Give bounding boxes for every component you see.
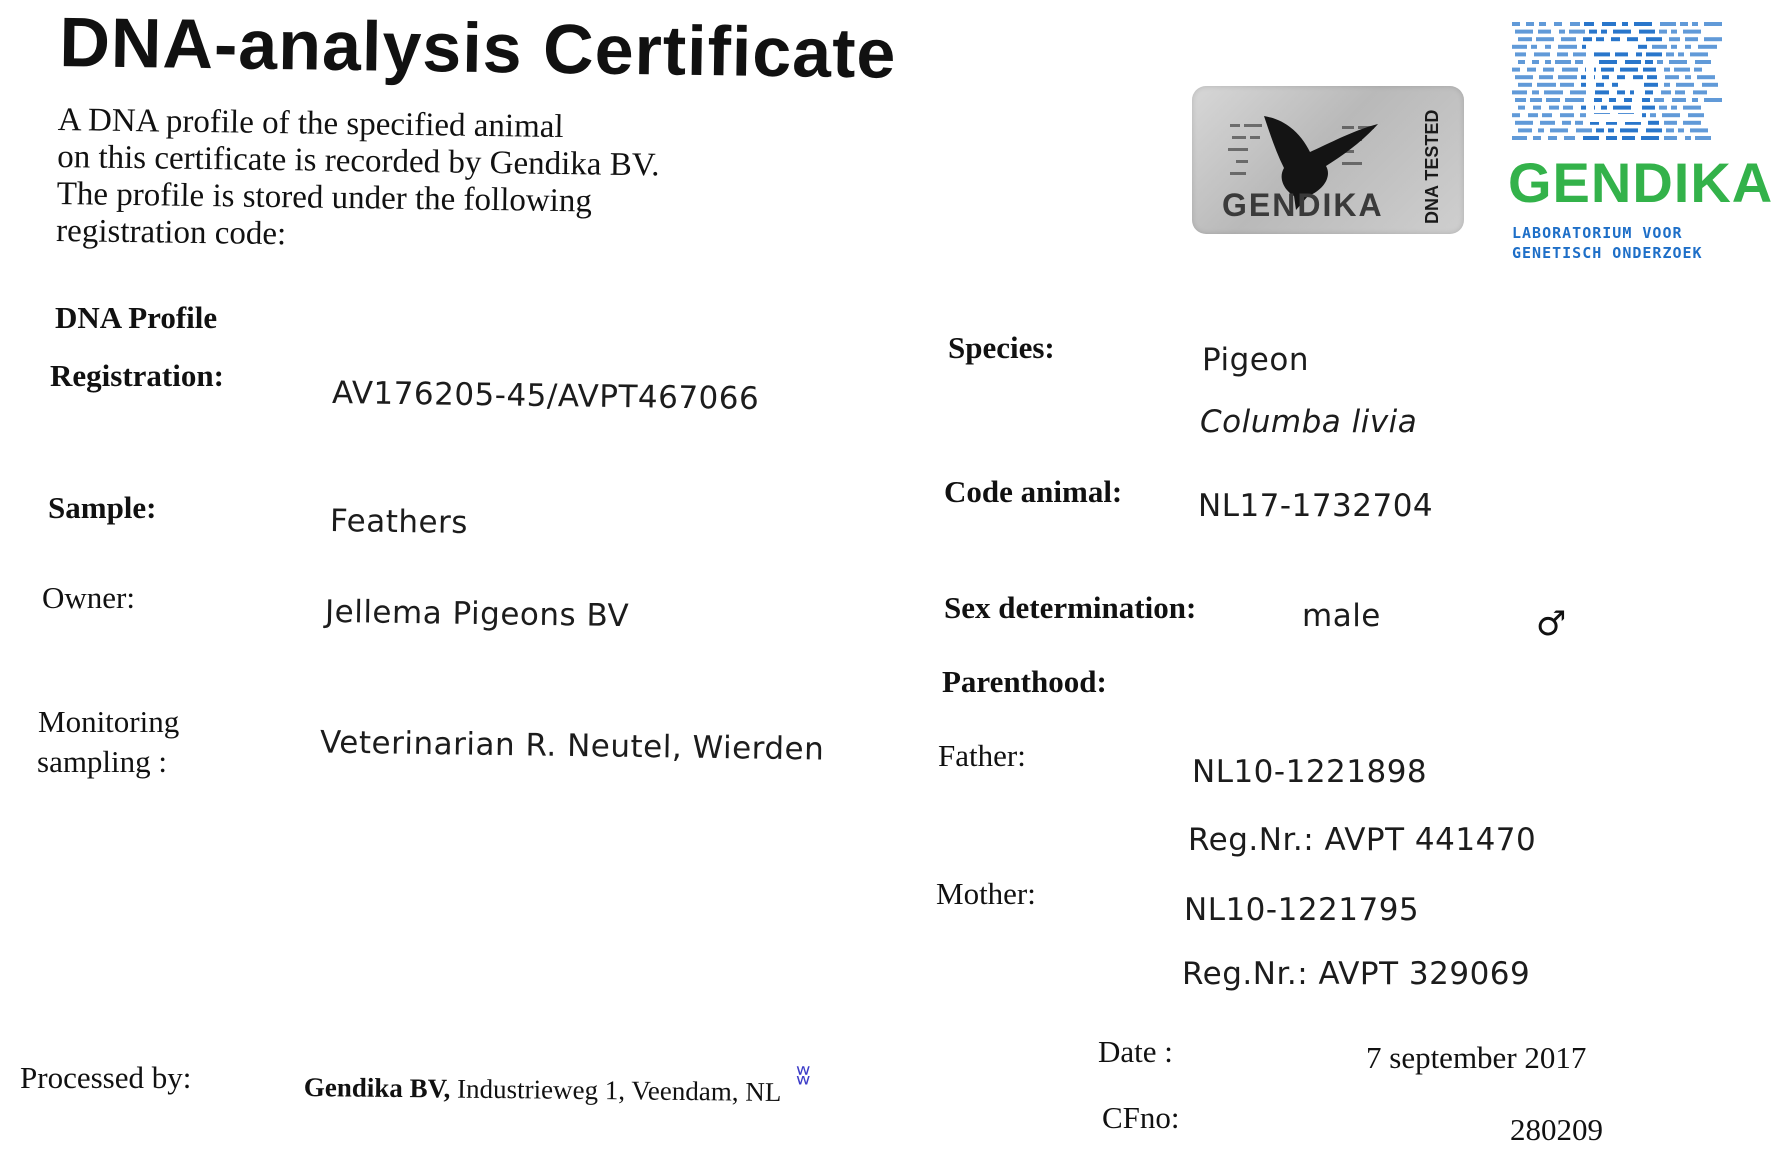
sample-value: Feathers	[329, 503, 469, 541]
father-reg-number: Reg.Nr.: AVPT 441470	[1188, 822, 1537, 858]
intro-line: The profile is stored under the following	[56, 175, 593, 220]
code-animal-label: Code animal:	[944, 474, 1123, 509]
date-value: 7 september 2017	[1366, 1040, 1587, 1075]
code-animal-value: NL17-1732704	[1198, 488, 1434, 524]
father-code: NL10-1221898	[1192, 754, 1428, 790]
parenthood-label: Parenthood:	[942, 664, 1107, 699]
processor-address: Industrieweg 1, Veendam, NL	[456, 1073, 782, 1107]
processed-by-label: Processed by:	[20, 1060, 192, 1095]
sample-label: Sample:	[48, 490, 157, 525]
monitoring-label: Monitoring	[38, 704, 180, 739]
mother-label: Mother:	[936, 876, 1036, 911]
species-common-name: Pigeon	[1202, 342, 1309, 378]
cfno-label: CFno:	[1102, 1100, 1180, 1135]
owner-value: Jellema Pigeons BV	[324, 593, 630, 635]
logo-subtitle-1: LABORATORIUM VOOR	[1512, 224, 1683, 242]
sex-value: male	[1302, 598, 1381, 634]
monitoring-value: Veterinarian R. Neutel, Wierden	[319, 724, 825, 768]
owner-label: Owner:	[42, 580, 135, 615]
processor-line	[304, 1072, 782, 1108]
registration-value: AV176205-45/AVPT467066	[331, 375, 760, 417]
intro-paragraph	[56, 102, 660, 258]
seal-tag-text: DNA TESTED	[1422, 109, 1442, 224]
seal-brand-text: GENDIKA	[1222, 187, 1384, 223]
mother-reg-number: Reg.Nr.: AVPT 329069	[1182, 956, 1531, 992]
eagle-seal-icon	[1192, 86, 1464, 234]
sampling-label: sampling :	[37, 744, 168, 779]
registration-label: Registration:	[50, 358, 224, 393]
cfno-value: 280209	[1510, 1112, 1603, 1147]
intro-line: registration code:	[55, 212, 287, 253]
processor-name: Gendika BV,	[303, 1072, 451, 1104]
dna-profile-heading: DNA Profile	[55, 300, 218, 335]
date-label: Date :	[1098, 1034, 1173, 1069]
dna-tested-seal	[1192, 86, 1464, 234]
handwritten-initial-mark: ʬ	[796, 1058, 811, 1091]
logo-name: GENDIKA	[1508, 151, 1773, 214]
sex-determination-label: Sex determination:	[944, 590, 1197, 625]
male-symbol-icon: ♂	[1536, 604, 1567, 644]
species-label: Species:	[948, 330, 1055, 365]
gendika-logo-mark	[1510, 18, 1710, 146]
father-label: Father:	[938, 738, 1026, 773]
intro-line: A DNA profile of the specified animal	[57, 102, 564, 146]
species-latin-name: Columba livia	[1200, 404, 1418, 440]
intro-line: on this certificate is recorded by Gendika BV.	[56, 138, 660, 184]
certificate-title: DNA-analysis Certificate	[58, 2, 897, 93]
logo-subtitle-2: GENETISCH ONDERZOEK	[1512, 244, 1703, 262]
dna-grid-logo-icon	[1510, 18, 1710, 146]
mother-code: NL10-1221795	[1184, 892, 1420, 928]
